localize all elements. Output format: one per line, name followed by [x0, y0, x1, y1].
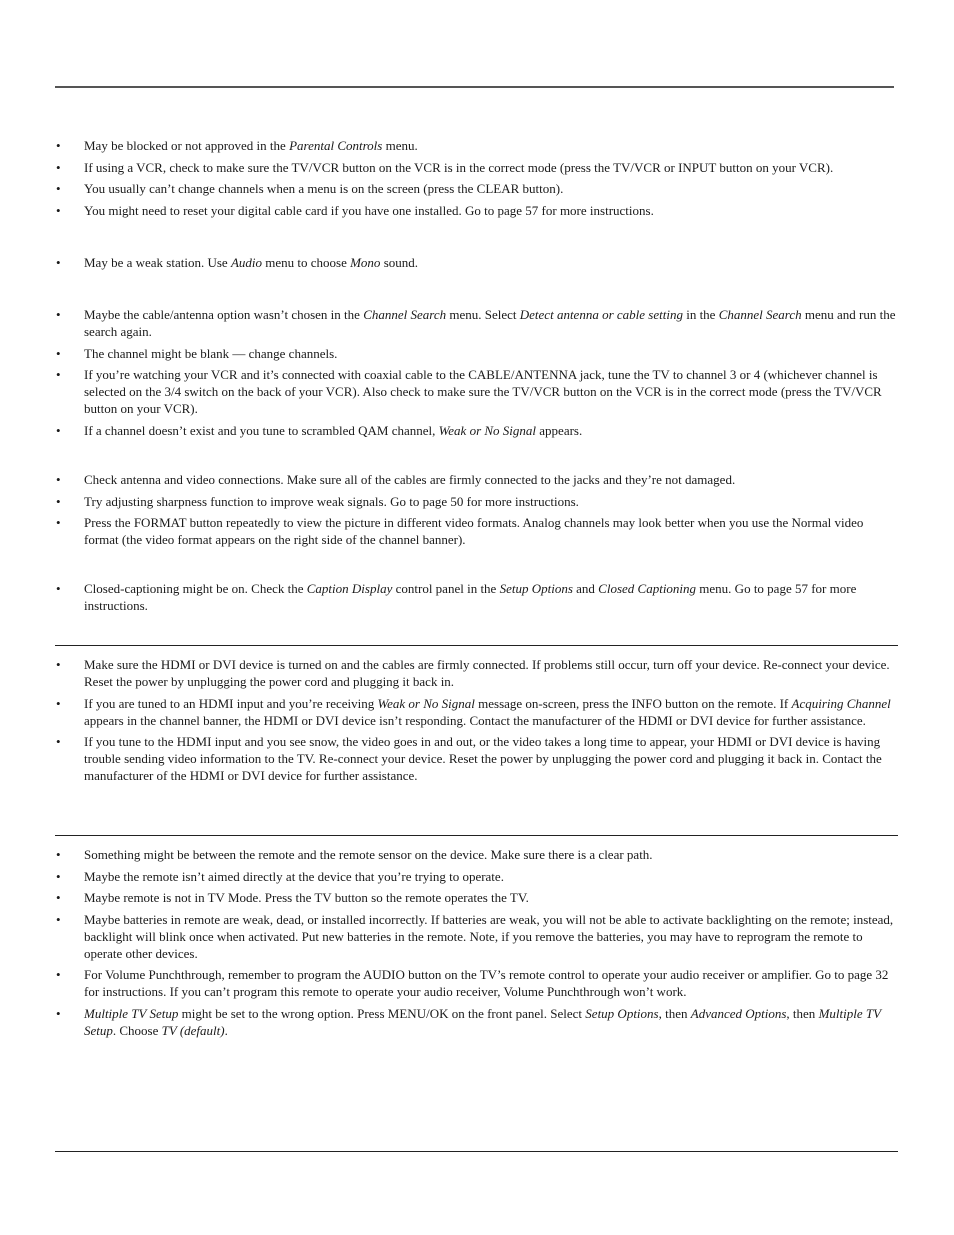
list-item — [55, 656, 900, 690]
bullet-list — [55, 471, 900, 548]
italic-term: Channel Search — [363, 307, 447, 322]
italic-term: Setup Options — [499, 581, 573, 596]
text-run: menu. Select — [446, 307, 520, 322]
list-item — [55, 422, 900, 439]
list-item — [55, 254, 900, 271]
text-run: Closed-captioning might be on. Check the — [84, 581, 307, 596]
bullet-list — [55, 656, 900, 784]
italic-term: Detect antenna or cable setting — [519, 307, 683, 322]
text-run: appears in the channel banner, the HDMI or DVI device isn’t responding. Contact the manufacturer of the HDMI or DVI device for further assistance. — [84, 712, 866, 728]
list-item — [55, 580, 900, 614]
text-run: If using a VCR, check to make sure the TV/VCR button on the VCR is in the correct mode (press the TV/VCR or INPUT button on your VCR). — [84, 159, 834, 175]
italic-term: Multiple TV Setup — [84, 1005, 881, 1038]
list-item — [55, 966, 900, 1000]
text-run: . — [224, 1022, 228, 1038]
text-run: might be set to the wrong option. Press MENU/OK on the front panel. Select — [178, 1005, 586, 1021]
list-item — [55, 180, 900, 197]
text-run: menu. — [382, 138, 418, 153]
text-run: menu to choose — [262, 255, 351, 270]
text-run: menu. Go to page 57 for more instructions. — [84, 581, 857, 613]
text-run: May be a weak station. Use — [84, 255, 231, 270]
italic-term: Parental Controls — [289, 138, 383, 153]
sound-section — [55, 254, 900, 271]
header-rule — [55, 86, 894, 88]
italic-term: Weak or No Signal — [377, 695, 475, 711]
text-run: appears. — [536, 422, 583, 438]
text-run: For Volume Punchthrough, remember to program the AUDIO button on the TV’s remote control to operate your audio receiver or amplifier. Go to page 32 for instructions. If you can’t program this remote to operate your audio receiver, Volume Punchthrough won’t work. — [84, 967, 889, 999]
bullet-list — [55, 306, 900, 439]
italic-term: Weak or No Signal — [438, 422, 537, 438]
footer-rule — [55, 1151, 898, 1152]
text-run: If you’re watching your VCR and it’s connected with coaxial cable to the CABLE/ANTENNA jack, tune the TV to channel 3 or 4 (whichever channel is selected on the 3/4 switch on the back of your VCR). Also check to make sure the TV/VCR button on the VCR is in the correct mode (press the TV/VCR button on your VCR). — [84, 367, 882, 416]
italic-term: Closed Captioning — [598, 581, 697, 596]
text-run: Make sure the HDMI or DVI device is turned on and the cables are firmly connected. If problems still occur, turn off your device. Re-connect your device. Reset the power by unplugging the power cord and plugging it back in. — [84, 657, 890, 689]
list-item — [55, 846, 900, 863]
text-run: message on-screen, press the INFO button on the remote. If — [474, 695, 792, 711]
list-item — [55, 911, 900, 962]
list-item — [55, 695, 900, 729]
text-run: The channel might be blank — change channels. — [84, 345, 338, 361]
text-run: Try adjusting sharpness function to improve weak signals. Go to page 50 for more instructions. — [84, 493, 579, 509]
text-run: May be blocked or not approved in the — [84, 138, 290, 153]
list-item — [55, 471, 900, 488]
hdmi-section — [55, 656, 900, 784]
text-run: Maybe remote is not in TV Mode. Press the TV button so the remote operates the TV. — [84, 890, 529, 905]
text-run: menu and run the search again. — [84, 307, 896, 339]
list-item — [55, 159, 900, 176]
italic-term: Caption Display — [306, 581, 393, 596]
list-item — [55, 733, 900, 784]
text-run: Something might be between the remote and the remote sensor on the device. Make sure there is a clear path. — [84, 847, 653, 862]
italic-term: Multiple TV Setup — [84, 1005, 179, 1021]
text-run: Press the FORMAT button repeatedly to view the picture in different video formats. Analog channels may look better when you use the Normal video format (the video format appears on the right side of the channel banner). — [84, 515, 864, 547]
list-item — [55, 202, 900, 219]
list-item — [55, 493, 900, 510]
list-item — [55, 889, 900, 906]
poor-picture-section — [55, 471, 900, 548]
caption-section — [55, 580, 900, 614]
bullet-list — [55, 137, 900, 219]
text-run: If a channel doesn’t exist and you tune to scrambled QAM channel, — [84, 422, 439, 438]
italic-term: Setup Options — [585, 1005, 659, 1021]
text-run: control panel in the — [392, 581, 500, 596]
text-run: Check antenna and video connections. Make sure all of the cables are firmly connected to the jacks and they’re not damaged. — [84, 472, 736, 487]
text-run: Maybe the remote isn’t aimed directly at the device that you’re trying to operate. — [84, 868, 504, 884]
list-item — [55, 306, 900, 340]
text-run: If you are tuned to an HDMI input and you’re receiving — [84, 695, 378, 711]
list-item — [55, 1005, 900, 1039]
text-run: . Choose — [112, 1022, 162, 1038]
bullet-list — [55, 846, 900, 1039]
italic-term: Mono — [350, 255, 381, 270]
list-item — [55, 366, 900, 417]
list-item — [55, 514, 900, 548]
list-item — [55, 137, 900, 154]
section-divider — [55, 645, 898, 646]
list-item — [55, 345, 900, 362]
text-run: and — [572, 581, 599, 596]
text-run: Maybe batteries in remote are weak, dead, or installed incorrectly. If batteries are weak, you will not be able to activate backlighting on the remote; instead, backlight will blink once when activated. Put new batteries in the remote. Note, if you remove the batteries, you may have to reprogram the remote to operate other devices. — [84, 911, 894, 961]
text-run: sound. — [380, 255, 418, 270]
italic-term: TV (default) — [161, 1022, 225, 1038]
section-divider — [55, 835, 898, 836]
text-run: You usually can’t change channels when a menu is on the screen (press the CLEAR button). — [84, 181, 564, 196]
text-run: If you tune to the HDMI input and you see snow, the video goes in and out, or the video takes a long time to appear, your HDMI or DVI device is having trouble sending video information to the TV. Re-connect your device. Reset the power by unplugging the power cord and plugging it back in. Contact the manufacturer of the HDMI or DVI device for further assistance. — [84, 734, 882, 783]
text-run: You might need to reset your digital cable card if you have one installed. Go to page 57 for more instructions. — [84, 202, 654, 218]
no-picture-section — [55, 306, 900, 439]
remote-section — [55, 846, 900, 1039]
text-run: , then — [786, 1005, 819, 1021]
italic-term: Audio — [230, 255, 262, 270]
italic-term: Advanced Options — [690, 1005, 787, 1021]
text-run: in the — [682, 307, 719, 322]
bullet-list — [55, 580, 900, 614]
italic-term: Channel Search — [718, 307, 802, 322]
channel-change-section — [55, 137, 900, 219]
text-run: , then — [658, 1005, 691, 1021]
bullet-list — [55, 254, 900, 271]
text-run: Maybe the cable/antenna option wasn’t chosen in the — [84, 307, 364, 322]
italic-term: Acquiring Channel — [791, 695, 891, 711]
list-item — [55, 868, 900, 885]
